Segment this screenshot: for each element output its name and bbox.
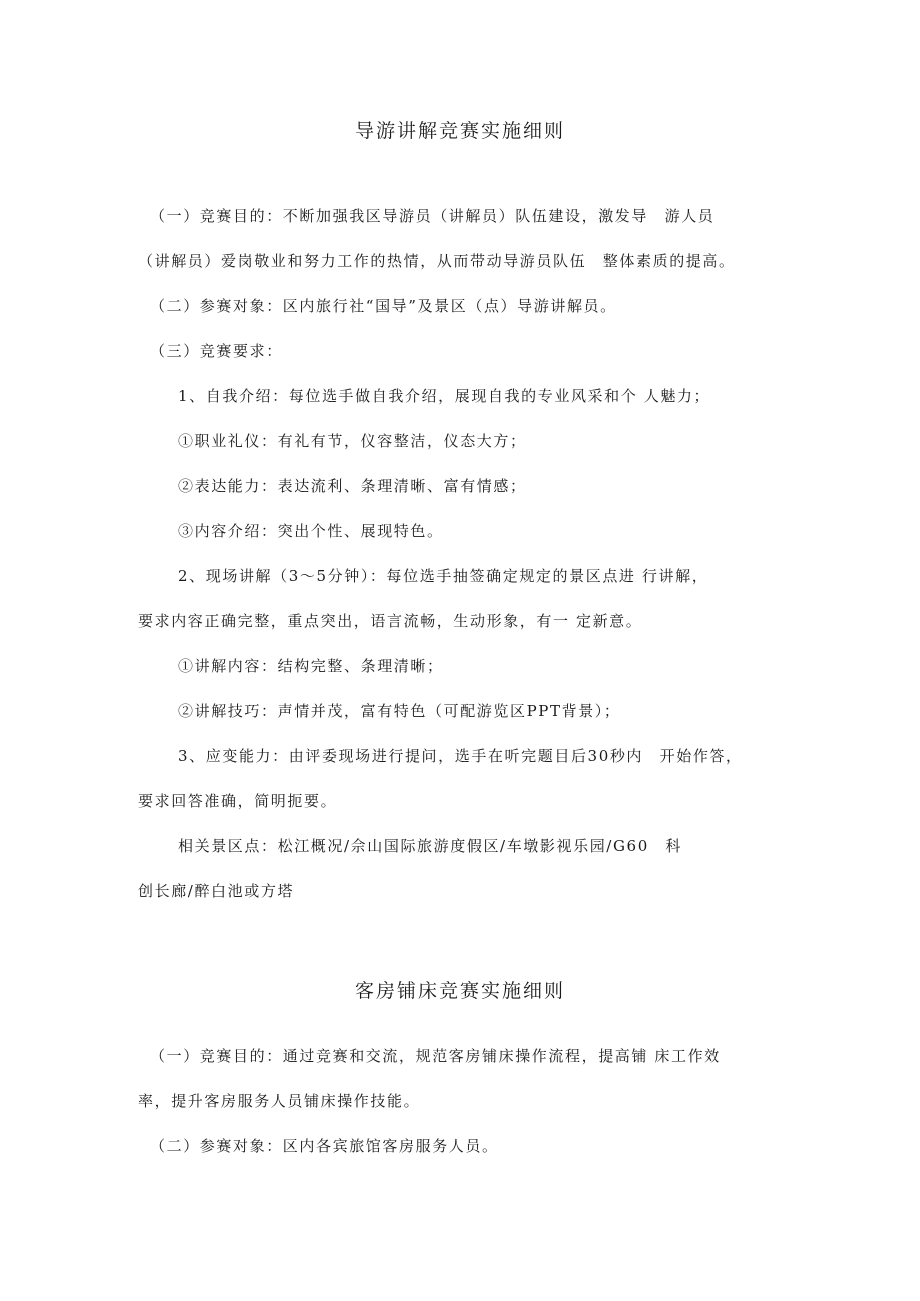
paragraph-line: 3、应变能力：由评委现场进行提问，选手在听完题目后30秒内 开始作答，: [178, 747, 743, 765]
paragraph-line: ①讲解内容：结构完整、条理清晰；: [178, 657, 444, 675]
paragraph-line: 创长廊/醉白池或方塔: [138, 882, 295, 900]
paragraph-line: （讲解员）爱岗敬业和努力工作的热情，从而带动导游员队伍 整体素质的提高。: [138, 252, 736, 270]
paragraph-line: （一）竞赛目的：不断加强我区导游员（讲解员）队伍建设，激发导 游人员: [150, 207, 715, 225]
paragraph-line: ②表达能力：表达流利、条理清晰、富有情感；: [178, 477, 527, 495]
paragraph-line: 要求内容正确完整，重点突出，语言流畅，生动形象，有一 定新意。: [138, 612, 643, 630]
paragraph-line: （二）参赛对象：区内旅行社“国导”及景区（点）导游讲解员。: [150, 297, 617, 315]
paragraph-line: ③内容介绍：突出个性、展现特色。: [178, 522, 444, 540]
paragraph-line: 1、自我介绍：每位选手做自我介绍，展现自我的专业风采和个 人魅力；: [178, 387, 711, 405]
paragraph-line: （二）参赛对象：区内各宾旅馆客房服务人员。: [150, 1137, 499, 1155]
paragraph-line: ②讲解技巧：声情并茂，富有特色（可配游览区PPT背景）；: [178, 702, 621, 720]
paragraph-line: 2、现场讲解（3～5分钟）：每位选手抽签确定规定的景区点进 行讲解，: [178, 567, 709, 585]
paragraph-line: 率，提升客房服务人员铺床操作技能。: [138, 1092, 421, 1110]
paragraph-line: （一）竞赛目的：通过竞赛和交流，规范客房铺床操作流程，提高铺 床工作效: [150, 1047, 721, 1065]
paragraph-line: ①职业礼仪：有礼有节，仪容整洁，仪态大方；: [178, 432, 527, 450]
paragraph-line: （三）竞赛要求：: [150, 342, 283, 360]
paragraph-line: 相关景区点：松江概况/佘山国际旅游度假区/车墩影视乐园/G60 科: [178, 837, 683, 855]
section-title-tour-guide: 导游讲解竞赛实施细则: [354, 120, 565, 142]
paragraph-line: 要求回答准确，简明扼要。: [138, 792, 338, 810]
section-title-housekeeping: 客房铺床竞赛实施细则: [354, 980, 565, 1002]
